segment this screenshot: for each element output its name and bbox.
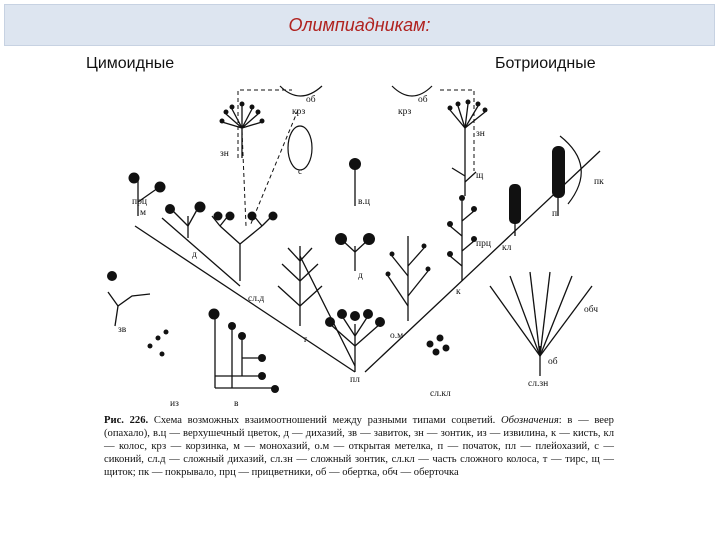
label-prts-right: прц [476,239,491,249]
label-om: о.м [390,331,404,341]
compound-dichasium [212,216,272,281]
corymb [452,168,476,196]
label-ob-bottom: об [548,357,558,367]
cincinnus [108,292,150,326]
label-p: п [552,209,558,219]
syconium [288,126,312,170]
column-label-botryoid: Ботриоидные [495,55,596,72]
label-vc: в.ц [358,197,370,207]
label-d-left: д [192,250,197,260]
dichasium-left [172,208,198,238]
label-iz: из [170,399,179,409]
label-krz-right: крз [398,107,412,117]
label-k: к [456,287,461,297]
fan [215,316,275,388]
label-shch: щ [476,171,484,181]
label-krz-left: крз [292,107,306,117]
label-prts-left: прц [132,197,147,207]
label-ob-left: об [306,95,316,105]
basket-left [280,86,322,96]
pleiochasium [330,316,380,372]
label-pl: пл [350,375,360,385]
label-kl: кл [502,243,512,253]
slide-title: Олимпиадникам: [288,14,431,35]
dashed-krz-to-sld [250,110,298,226]
label-obch: обч [584,305,598,315]
label-zn-left: зн [220,149,229,159]
label-v: в [234,399,239,409]
figure-label: Рис. 226. [104,415,149,426]
label-d-center: д [358,271,363,281]
figure-caption [104,415,614,480]
raceme [450,201,474,281]
inflorescence-diagram [0,76,720,416]
label-m: м [140,208,147,218]
label-ob-right: об [418,95,428,105]
label-s: с [298,167,303,177]
flower-dots [107,100,488,394]
column-label-cymoid: Цимоидные [86,55,175,72]
designations-text: : в — веер (опахало), в.ц — верхушечный цветок, д — дихазий, зв — завиток, зн — зонтик, из — извилина, к — кисть, кл — колос, крз — корзинка, м — монохазий, о.м — открытая метелка, п — початок, пл — плейохазий, с — сиконий, сл.д — сложный дихазий, сл.зн — сложный зонтик, сл.кл — часть сложного колоса, т — тирс, щ — щиток; пк — покрывало, прц — прицветники, об — обертка, обч — оберточка [104,415,614,478]
label-zn-right: зн [476,129,485,139]
label-sld: сл.д [248,294,265,304]
label-t: т [303,335,308,345]
figure-title: Схема возможных взаимоотношений между разными типами соцветий. [153,415,496,426]
compound-umbel [490,272,592,376]
dichasium-center [342,240,368,271]
open-panicle [388,236,428,321]
title-bar [4,4,715,46]
label-slkl: сл.кл [430,389,451,399]
label-slzn: сл.зн [528,379,549,389]
designations-label: Обозначения [501,415,559,426]
label-zv: зв [118,325,127,335]
label-pk: пк [594,177,604,187]
